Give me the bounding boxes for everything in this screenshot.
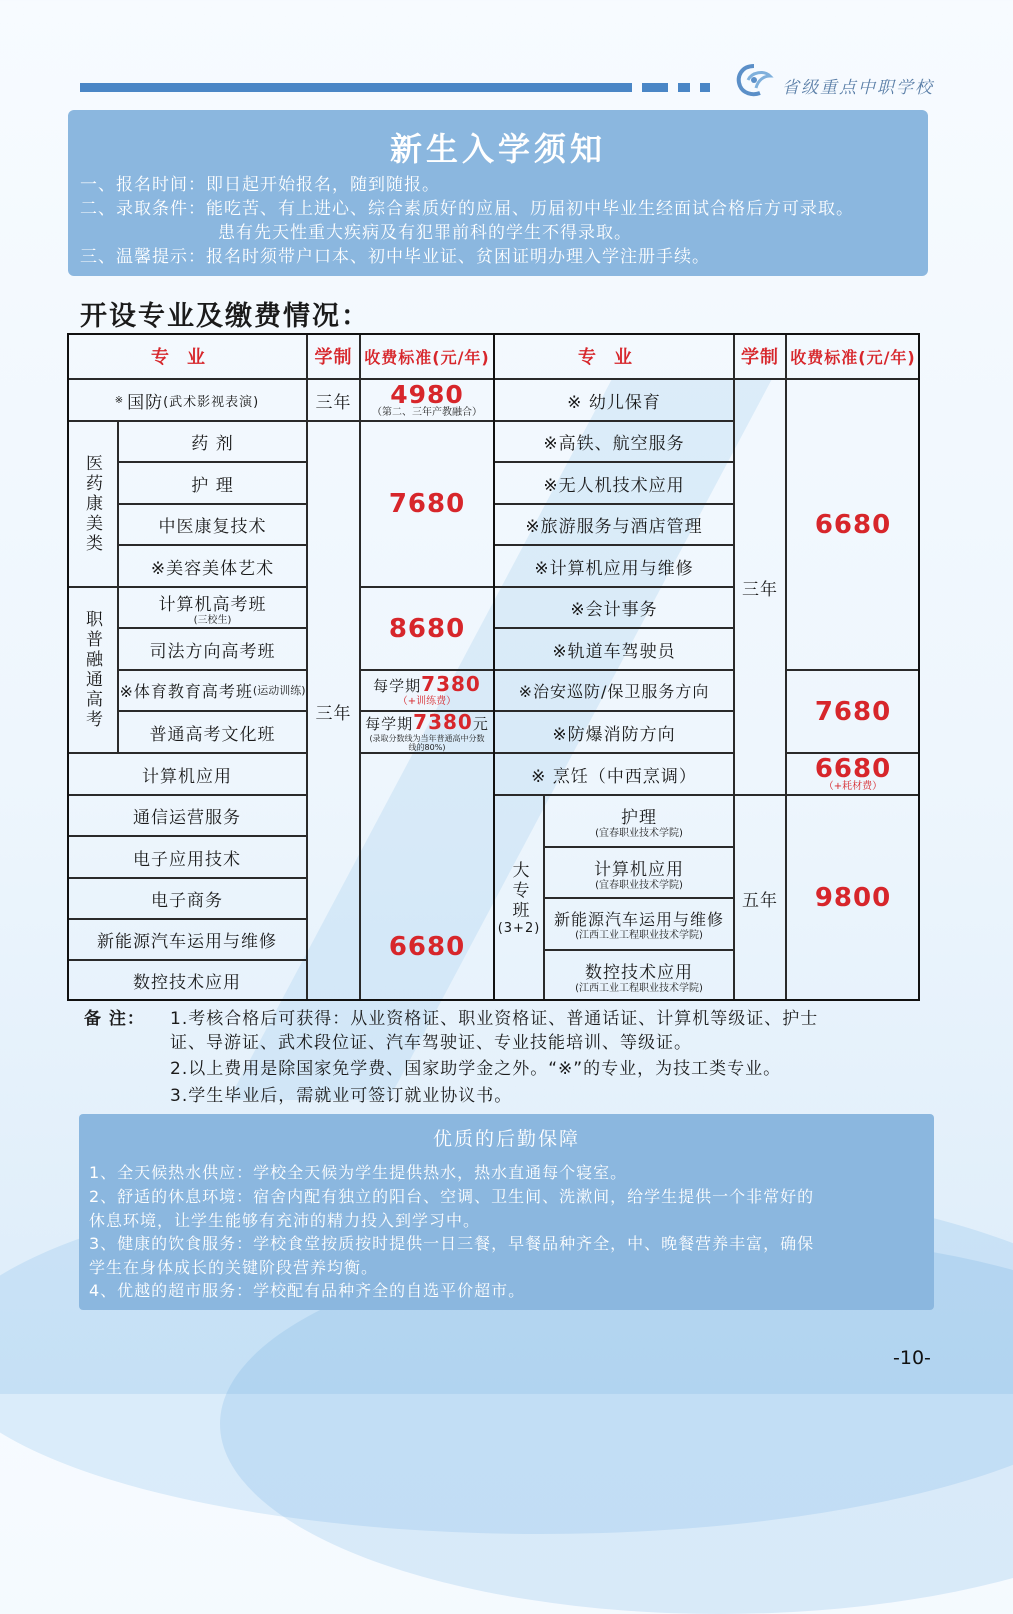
fee-note: (录取分数线为当年普通高中分数线的80%) [369,734,485,752]
group-sub: (3+2) [497,920,541,936]
header-dash [700,83,710,92]
major-name: 数控技术应用 [585,962,693,983]
major-right: ※防爆消防方向 [494,711,734,753]
majors-fee-table [67,333,920,1001]
group-college [494,795,544,1001]
major-other: 计算机应用 [67,753,307,795]
notice-title: 新生入学须知 [389,130,606,168]
header-fee: 收费标准(元/年) [360,333,494,379]
major-medical: 药 剂 [118,421,307,462]
header-fee: 收费标准(元/年) [786,333,920,379]
major-right: ※无人机技术应用 [494,462,734,504]
major-other: 新能源汽车运用与维修 [67,919,307,960]
group-label: 大专班 [508,860,529,921]
logistics-line: 2、舒适的休息环境：宿舍内配有独立的阳台、空调、卫生间、洗漱间，给学生提供一个非常好的 [89,1187,815,1206]
fee-value: 6680 [388,932,466,962]
group-gaokao: 职普融通高考 [67,587,118,753]
header-term: 学制 [307,333,360,379]
logistics-box [79,1114,934,1310]
logistics-line: 学生在身体成长的关键阶段营养均衡。 [89,1258,379,1277]
notice-line: 三、温馨提示：报名时须带户口本、初中毕业证、贫困证明办理入学注册手续。 [80,247,710,267]
college-fee [786,795,920,1001]
mark: ※ [114,394,124,406]
school-name: 省级重点中职学校 [782,78,934,98]
remarks-line: 2.以上费用是除国家免学费、国家助学金之外。“※”的专业，为技工类专业。 [170,1059,782,1079]
major-medical: 护 理 [118,462,307,504]
header-bar [80,83,632,92]
major-sub: (宜春职业技术学院) [595,828,683,839]
fee-gaokao4 [360,711,494,753]
fee-value: 7680 [814,696,892,727]
major-name: 新能源汽车运用与维修 [553,910,724,929]
college-major [544,950,734,1001]
major-other: 电子应用技术 [67,836,307,878]
remarks-line: 3.学生毕业后，需就业可签订就业协议书。 [170,1086,513,1106]
college-major [544,847,734,898]
college-term: 五年 [734,795,786,1001]
major-medical: ※美容美体艺术 [118,545,307,587]
fee-value: 7380 [413,710,473,734]
major-other: 数控技术应用 [67,960,307,1001]
header-dash [678,83,690,92]
major-name: 国防 [127,392,164,413]
major-name: 计算机应用 [594,859,684,880]
header-major: 专业 [67,333,307,379]
major-sub: (运动训练) [252,684,306,697]
major-right: ※轨道车驾驶员 [494,628,734,670]
major-name: 计算机高考班 [158,594,267,615]
logistics-line: 4、优越的超市服务：学校配有品种齐全的自选平价超市。 [89,1281,526,1300]
major-sub: (江西工业工程职业技术学院) [575,982,703,994]
fee-gaokao [360,587,494,670]
fee-value: 7680 [388,489,466,519]
remarks-line: 证、导游证、武术段位证、汽车驾驶证、专业技能培训、等级证。 [170,1033,692,1053]
fee-note: （+耗材费） [823,780,883,792]
remarks-line: 1.考核合格后可获得：从业资格证、职业资格证、普通话证、计算机等级证、护士 [170,1009,819,1029]
major-sub: (武术影视表演) [163,394,260,410]
major-name: ※体育教育高考班 [119,682,253,701]
college-major [544,795,734,847]
term-guofang: 三年 [307,379,360,421]
fee-gaokao3 [360,670,494,711]
major-name: 护理 [621,808,657,828]
major-other: 通信运营服务 [67,795,307,836]
fee-guofang [360,379,494,421]
school-logo-icon [734,62,776,98]
page-number: -10- [893,1347,931,1369]
major-other: 电子商务 [67,878,307,919]
major-right: ※ 幼儿保育 [494,379,734,421]
fee-right-1 [786,379,920,670]
notice-line: 一、报名时间：即日起开始报名，随到随报。 [80,175,440,195]
major-sub: (宜春职业技术学院) [595,879,683,891]
major-sub: (江西工业工程职业技术学院) [575,930,703,941]
fee-value: 9800 [814,883,892,913]
header-major: 专业 [494,333,734,379]
fee-value: 4980 [390,380,464,409]
notice-line: 患有先天性重大疾病及有犯罪前科的学生不得录取。 [218,223,632,243]
major-sub: (三校生) [193,614,232,626]
major-right: ※计算机应用与维修 [494,545,734,587]
remarks-label: 备 注： [84,1009,145,1029]
logistics-title: 优质的后勤保障 [432,1128,580,1150]
fee-others [360,753,494,1001]
group-medical: 医药康美类 [67,421,118,587]
fee-suffix: 元 [472,715,489,733]
major-right: ※高铁、航空服务 [494,421,734,462]
fee-prefix: 每学期 [373,677,422,695]
fee-value: 6680 [814,509,892,540]
major-medical: 中医康复技术 [118,504,307,545]
header-dash [642,83,668,92]
fee-value: 6680 [814,753,892,784]
fee-right-2 [786,670,920,753]
major-gaokao [118,670,307,711]
notice-line: 二、录取条件：能吃苦、有上进心、综合素质好的应届、历届初中毕业生经面试合格后方可录取。 [80,199,854,219]
fee-prefix: 每学期 [365,715,414,733]
admission-notice [68,110,928,276]
fee-right-3 [786,753,920,795]
section-title: 开设专业及缴费情况： [80,301,370,332]
major-gaokao [118,587,307,628]
fee-value: 8680 [388,613,466,644]
term-right: 三年 [734,379,786,795]
fee-note: （第二、三年产教融合） [372,407,482,418]
header-term: 学制 [734,333,786,379]
term-left: 三年 [307,421,360,1001]
major-gaokao: 司法方向高考班 [118,628,307,670]
major-guofang [67,379,307,421]
major-right: ※会计事务 [494,587,734,628]
major-right: ※治安巡防/保卫服务方向 [494,670,734,711]
logistics-line: 休息环境，让学生能够有充沛的精力投入到学习中。 [89,1211,481,1230]
college-major [544,898,734,950]
major-right: ※ 烹饪（中西烹调） [494,753,734,795]
fee-note: （+训练费） [397,696,457,707]
logistics-line: 3、健康的饮食服务：学校食堂按质按时提供一日三餐，早餐品种齐全，中、晚餐营养丰富，确保 [89,1234,815,1253]
logistics-line: 1、全天候热水供应：学校全天候为学生提供热水，热水直通每个寝室。 [89,1163,628,1182]
fee-value: 7380 [421,672,481,696]
major-right: ※旅游服务与酒店管理 [494,504,734,545]
fee-medical [360,421,494,587]
major-gaokao: 普通高考文化班 [118,711,307,753]
